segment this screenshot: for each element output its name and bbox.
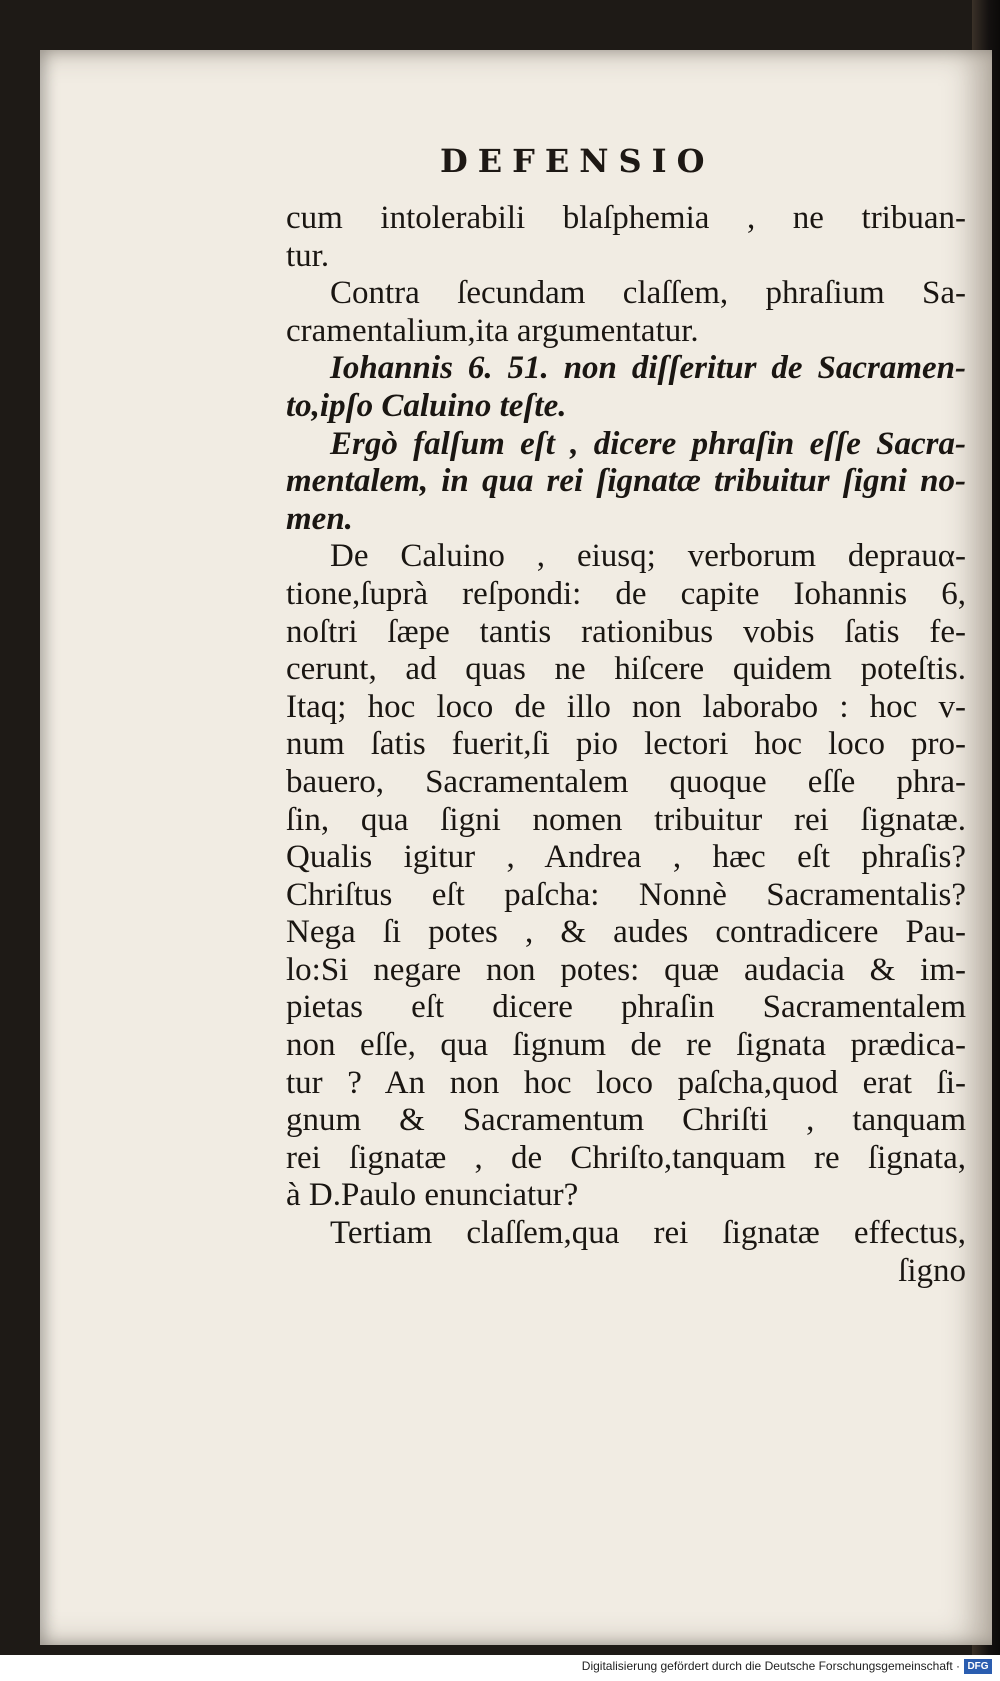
text-line: gnum & Sacramentum Chriſti , tanquam xyxy=(286,1102,966,1139)
text-line: lo:Si negare non potes: quæ audacia & im- xyxy=(286,951,966,988)
text-line: tur ? An non hoc loco paſcha,quod erat ſi- xyxy=(286,1064,966,1101)
text-line: ſin, qua ſigni nomen tribuitur rei ſignatæ. xyxy=(286,801,966,838)
text-line: Tertiam claſſem,qua rei ſignatæ effectus, xyxy=(330,1215,966,1252)
footer-credit: Digitalisierung gefördert durch die Deutsche Forschungsgemeinschaft · xyxy=(581,1659,960,1673)
text-line: pietas eſt dicere phraſin Sacramentalem xyxy=(286,989,966,1026)
text-line: rei ſignatæ , de Chriſto,tanquam re ſignata, xyxy=(286,1139,966,1176)
page-header: DEFENSIO xyxy=(440,142,715,180)
text-line: ſigno xyxy=(898,1252,966,1289)
dfg-logo: DFG xyxy=(964,1659,992,1674)
text-line: De Caluino , eiusq; verborum deprauα- xyxy=(330,538,966,575)
text-line: Chriſtus eſt paſcha: Nonnè Sacramentalis? xyxy=(286,876,966,913)
text-line: Contra ſecundam claſſem, phraſium Sa- xyxy=(330,275,966,312)
text-line: tione,ſuprà reſpondi: de capite Iohannis 6, xyxy=(286,575,966,612)
text-line: cramentalium,ita argumentatur. xyxy=(286,312,699,349)
text-line: bauero, Sacramentalem quoque eſſe phra- xyxy=(286,763,966,800)
text-line: cerunt, ad quas ne hiſcere quidem poteſtis. xyxy=(286,651,966,688)
text-line: Ergò falſum eſt , dicere phraſin eſſe Sacra- xyxy=(330,425,966,462)
text-line: num ſatis fuerit,ſi pio lectori hoc loco pro- xyxy=(286,726,966,763)
text-line: men. xyxy=(286,500,353,537)
text-line: Nega ſi potes , & audes contradicere Pau- xyxy=(286,914,966,951)
text-line: à D.Paulo enunciatur? xyxy=(286,1177,579,1214)
text-line: Itaq; hoc loco de illo non laborabo : hoc v- xyxy=(286,688,966,725)
footer-bar xyxy=(0,1655,1000,1681)
text-line: noſtri ſæpe tantis rationibus vobis ſatis fe- xyxy=(286,613,966,650)
text-line: Qualis igitur , Andrea , hæc eſt phraſis? xyxy=(286,839,966,876)
text-line: Iohannis 6. 51. non diſſeritur de Sacramen- xyxy=(330,350,966,387)
text-line: mentalem, in qua rei ſignatæ tribuitur ſigni no- xyxy=(286,463,966,500)
text-line: cum intolerabili blaſphemia , ne tribuan- xyxy=(286,200,966,236)
text-line: tur. xyxy=(286,237,330,274)
text-line: non eſſe, qua ſignum de re ſignata prædica- xyxy=(286,1027,966,1064)
text-line: to,ipſo Caluino teſte. xyxy=(286,387,567,424)
page-text-block xyxy=(286,200,966,1290)
